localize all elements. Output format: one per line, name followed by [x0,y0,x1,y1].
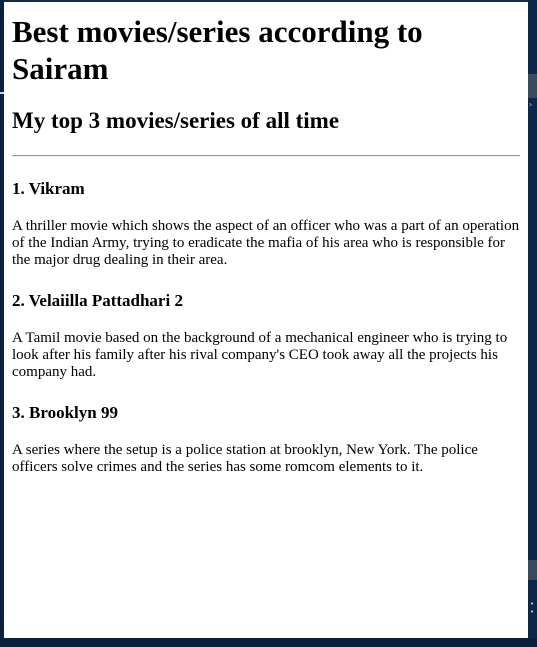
bottom-window-edge [0,638,537,647]
chevron-right-icon[interactable]: › [529,100,533,109]
movie-heading: 1. Vikram [12,179,85,198]
web-page [4,2,528,638]
movie-description: A thriller movie which shows the aspect of an officer who was a part of an operation of the Indian Army, trying to eradicate the mafia of his area who is responsible for the major drug dealing in their area. [12,218,520,268]
movie-description: A series where the setup is a police station at brooklyn, New York. The police officers solve crimes and the series has some romcom elements to it. [12,442,478,475]
horizontal-divider [12,155,520,157]
movie-heading: 2. Velaiilla Pattadhari 2 [12,291,183,310]
side-panel-band-top [528,74,537,98]
movie-item [12,403,520,476]
movie-item [12,291,520,381]
more-dots-icon[interactable]: • • [530,600,535,616]
right-side-panel [528,0,537,647]
movie-item [12,179,520,269]
side-panel-band-bottom [528,560,537,580]
page-subtitle: My top 3 movies/series of all time [12,108,340,133]
movie-description: A Tamil movie based on the background of a mechanical engineer who is trying to look after his family after his rival company's CEO took away all the projects his company had. [12,330,508,380]
movie-heading: 3. Brooklyn 99 [12,403,118,422]
page-title: Best movies/series according to Sairam [12,14,423,86]
